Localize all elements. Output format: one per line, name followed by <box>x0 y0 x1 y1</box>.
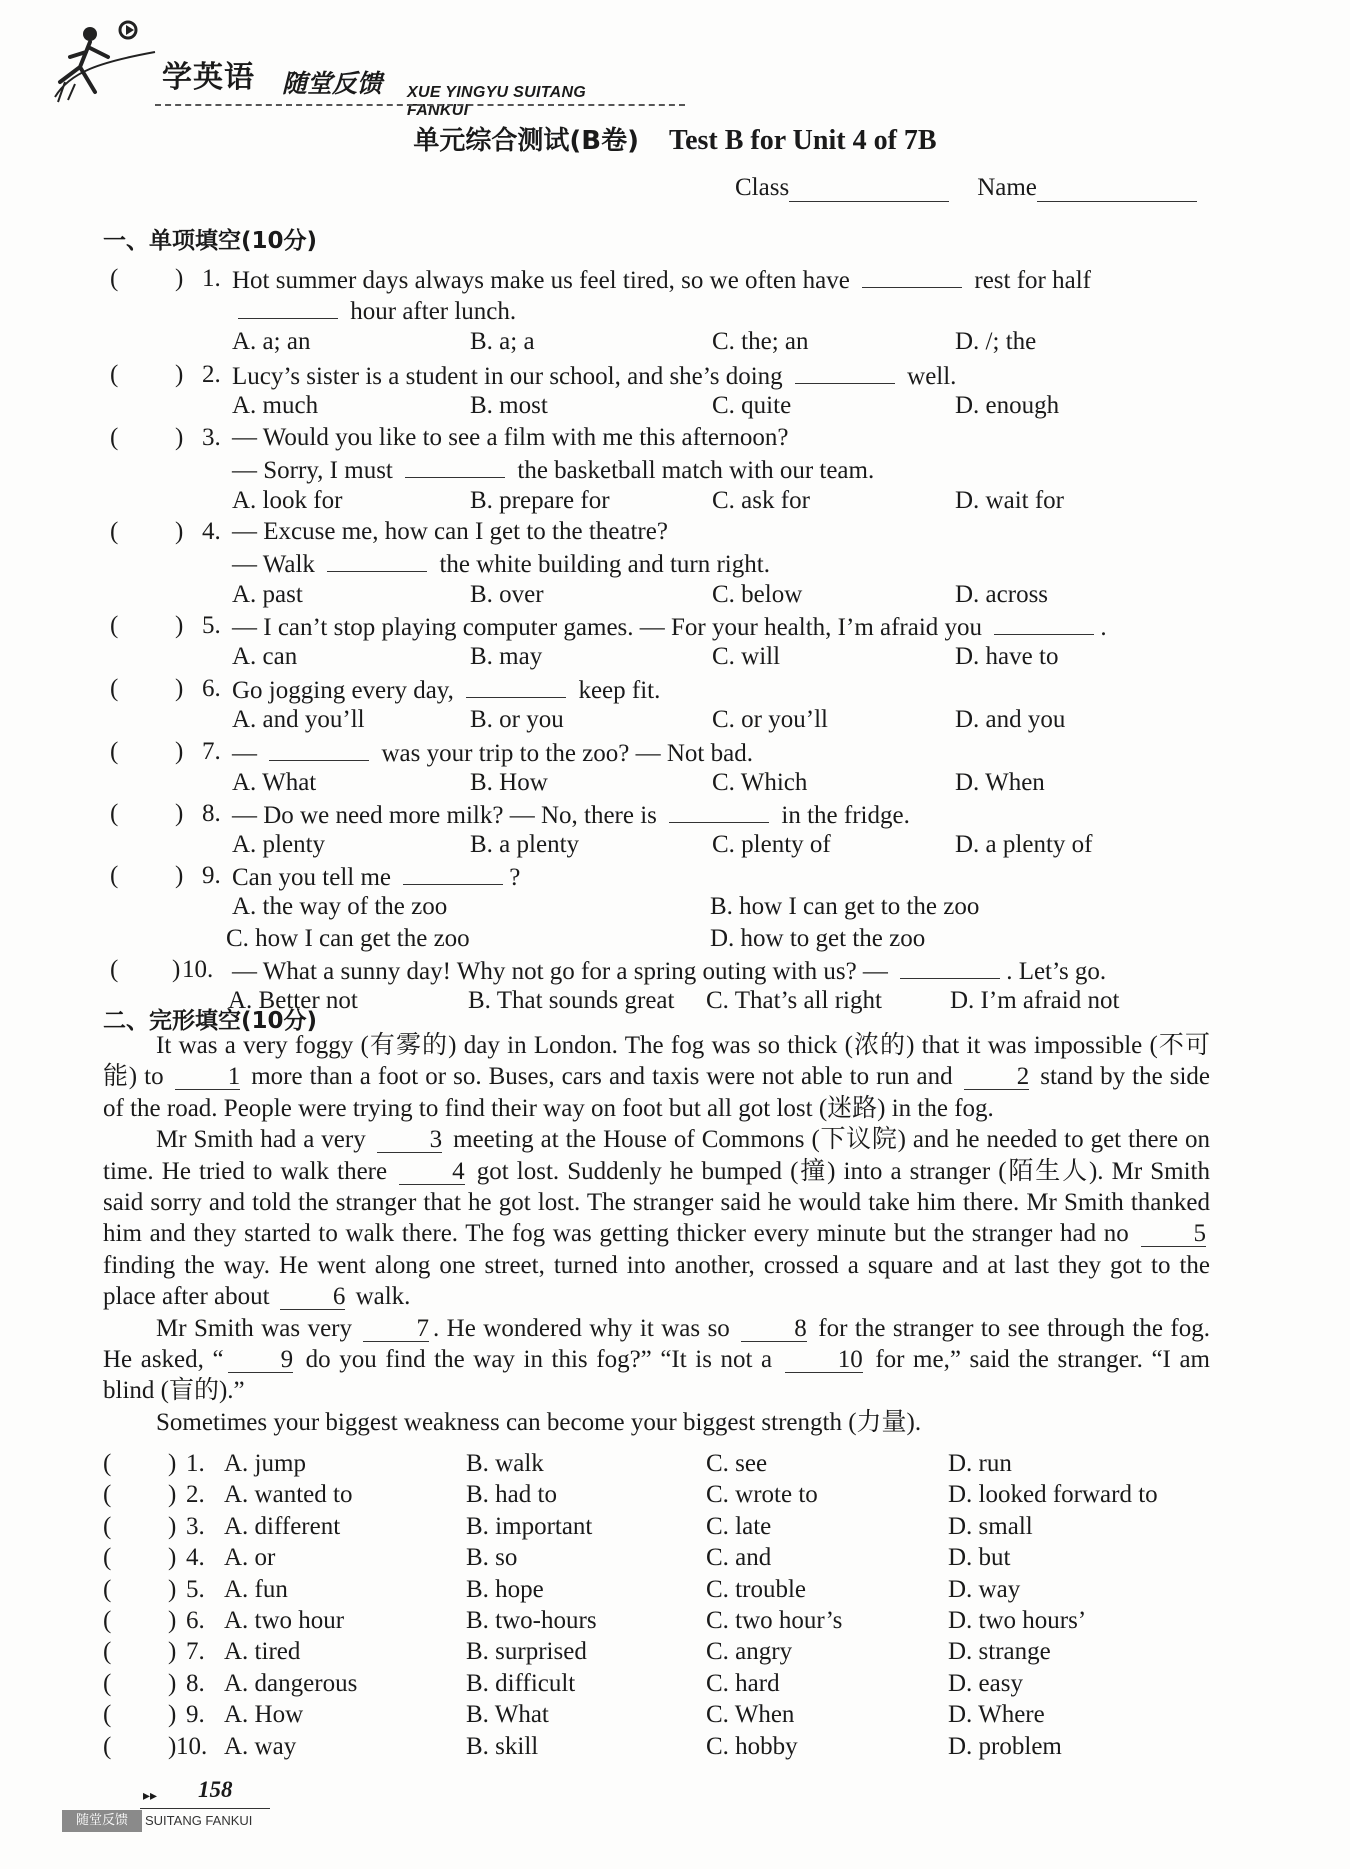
question-stem-line <box>232 296 516 326</box>
option[interactable]: C. ask for <box>712 486 810 514</box>
answer-bracket[interactable]: ( <box>103 1669 112 1697</box>
option[interactable]: A. can <box>232 643 298 671</box>
stem-text: — Do we need more milk? — No, there is <box>232 802 664 829</box>
stem-text: in the fridge. <box>775 802 910 829</box>
option[interactable]: D. run <box>948 1450 1012 1477</box>
option[interactable]: A. a; an <box>232 327 311 355</box>
option[interactable]: C. late <box>706 1512 772 1540</box>
option[interactable]: A. dangerous <box>224 1669 358 1697</box>
question-stem-line <box>232 424 788 452</box>
question-stem-line <box>232 549 770 579</box>
stem-text: Hot summer days always make us feel tired, so we often have <box>232 267 857 294</box>
option[interactable]: D. /; the <box>955 327 1037 355</box>
option[interactable]: C. When <box>706 1701 795 1729</box>
question-stem-line <box>232 361 956 391</box>
stem-text: well. <box>900 363 957 390</box>
option[interactable]: B. two-hours <box>466 1607 597 1634</box>
question-number: 8. <box>186 1669 205 1697</box>
question-stem-line <box>232 862 520 892</box>
option[interactable]: A. two hour <box>224 1607 345 1634</box>
stem-text: was your trip to the zoo? — Not bad. <box>375 740 753 767</box>
option[interactable]: C. wrote to <box>706 1481 818 1509</box>
question-number: 7. <box>186 1638 205 1666</box>
question-number: 4. <box>202 518 221 545</box>
option[interactable]: B. What <box>466 1701 549 1729</box>
question-number: 9. <box>202 862 221 889</box>
answer-bracket-close: ) <box>175 675 184 702</box>
passage-text: It was a very foggy (有雾的) day in London. The fog was so thick (浓的) that it was impossible (不可能) to <box>103 1032 1210 1091</box>
question-number: 3. <box>202 424 221 451</box>
question-stem-line <box>232 518 668 546</box>
cloze-blank-5[interactable]: 5 <box>1141 1222 1207 1247</box>
option[interactable]: C. trouble <box>706 1575 806 1603</box>
question-number: 10. <box>182 956 214 983</box>
option[interactable]: A. tired <box>224 1638 301 1666</box>
question-number: 6. <box>202 675 221 702</box>
answer-bracket[interactable]: ( <box>103 1638 112 1666</box>
option[interactable]: B. so <box>466 1544 518 1572</box>
option[interactable]: A. jump <box>224 1450 306 1477</box>
answer-blank[interactable] <box>403 862 503 885</box>
option[interactable]: C. below <box>712 580 803 608</box>
answer-bracket-close: ) <box>172 956 181 983</box>
option[interactable]: B. That sounds great <box>468 987 675 1015</box>
section1-heading: 一、单项填空(10分) <box>103 228 318 254</box>
answer-bracket-close: ) <box>175 424 184 451</box>
answer-bracket[interactable]: ( <box>110 361 119 388</box>
option[interactable]: D. When <box>955 769 1045 797</box>
option[interactable]: B. skill <box>466 1732 539 1760</box>
option[interactable]: C. quite <box>712 392 792 420</box>
option[interactable]: A. the way of the zoo <box>232 893 448 921</box>
cloze-blank-3[interactable]: 3 <box>377 1128 443 1153</box>
answer-bracket-close: ) <box>175 361 184 388</box>
page-number: 158 <box>198 1777 233 1802</box>
option[interactable]: B. had to <box>466 1481 557 1509</box>
question-number: 8. <box>202 800 221 827</box>
answer-bracket-close: ) <box>175 738 184 765</box>
question-number: 3. <box>186 1512 205 1540</box>
answer-bracket-close: ) <box>168 1638 177 1666</box>
cloze-blank-1[interactable]: 1 <box>175 1065 241 1090</box>
brand-subtitle-cn: 随堂反馈 <box>282 69 383 98</box>
stem-text: — Sorry, I must <box>232 457 400 485</box>
brand-title-en: XUE YINGYU SUITANG FANKUI <box>407 84 587 119</box>
stem-text: Go jogging every day, <box>232 677 461 704</box>
passage-paragraph-1 <box>103 1030 1210 1124</box>
option[interactable]: D. easy <box>948 1669 1023 1697</box>
answer-blank[interactable] <box>238 296 338 319</box>
option[interactable]: B. a plenty <box>470 831 580 859</box>
cloze-blank-2[interactable]: 2 <box>964 1065 1030 1090</box>
option[interactable]: B. surprised <box>466 1638 587 1666</box>
option[interactable]: C. hard <box>706 1669 780 1697</box>
option[interactable]: D. how to get the zoo <box>710 924 926 952</box>
answer-bracket-close: ) <box>175 612 184 639</box>
answer-bracket[interactable]: ( <box>103 1481 112 1509</box>
answer-blank[interactable] <box>405 455 505 478</box>
passage-text: got lost. Suddenly he bumped (撞) into a stranger (陌生人). Mr Smith said sorry and told the stranger that he got lost. The stranger said he would take him there. Mr Smith thanked him and they started to walk there. The fog was getting thicker every minute but the stranger had no <box>103 1157 1210 1248</box>
answer-bracket[interactable]: ( <box>110 800 119 827</box>
answer-bracket[interactable]: ( <box>110 862 119 889</box>
question-stem-line <box>232 800 910 830</box>
answer-bracket[interactable]: ( <box>103 1701 112 1729</box>
class-label: Class <box>735 174 790 201</box>
option[interactable]: D. enough <box>955 392 1060 420</box>
passage-paragraph-2 <box>103 1124 1210 1312</box>
answer-bracket-close: ) <box>168 1669 177 1697</box>
option[interactable]: D. but <box>948 1544 1011 1572</box>
option[interactable]: A. plenty <box>232 831 326 859</box>
footer-arrows: ▸▸ <box>143 1788 158 1804</box>
question-stem-line <box>232 612 1107 642</box>
option[interactable]: B. important <box>466 1512 593 1540</box>
class-field[interactable] <box>789 177 949 202</box>
answer-blank[interactable] <box>994 612 1094 635</box>
question-number: 1. <box>186 1450 205 1477</box>
passage-text: . He wondered why it was so <box>432 1314 738 1342</box>
question-number: 2. <box>202 361 221 388</box>
option[interactable]: B. walk <box>466 1450 544 1477</box>
passage-paragraph-3 <box>103 1313 1210 1407</box>
passage-text: for the stranger to see through the fog. He asked, “ <box>103 1314 1210 1374</box>
option[interactable]: C. plenty of <box>712 831 831 859</box>
answer-bracket-close: ) <box>168 1450 177 1477</box>
option[interactable]: B. difficult <box>466 1669 576 1697</box>
answer-bracket[interactable]: ( <box>110 612 119 639</box>
stem-text: — Excuse me, how can I get to the theatre? <box>232 518 668 545</box>
passage-text: meeting at the House of Commons (下议院) and he needed to get there on time. He tried to walk there <box>103 1126 1210 1185</box>
option[interactable]: C. That’s all right <box>706 987 882 1015</box>
answer-bracket-close: ) <box>168 1607 177 1634</box>
passage-text: do you find the way in this fog?” “It is not a <box>297 1346 781 1374</box>
question-number: 5. <box>186 1575 205 1603</box>
question-stem-line <box>232 455 874 485</box>
option[interactable]: D. strange <box>948 1638 1051 1666</box>
option[interactable]: D. a plenty of <box>955 831 1093 859</box>
footer-divider <box>140 1808 270 1809</box>
question-number: 2. <box>186 1481 205 1509</box>
option[interactable]: B. prepare for <box>470 486 610 514</box>
cloze-blank-10[interactable]: 10 <box>785 1348 863 1373</box>
answer-bracket[interactable]: ( <box>103 1544 112 1572</box>
option[interactable]: D. and you <box>955 706 1066 734</box>
runner-logo-icon <box>50 12 160 107</box>
brand-title-cn: 学英语 <box>162 60 255 95</box>
question-number: 9. <box>186 1701 205 1729</box>
header-divider <box>155 104 685 106</box>
answer-blank[interactable] <box>669 800 769 823</box>
question-number: 4. <box>186 1544 205 1572</box>
answer-bracket-close: ) <box>168 1732 177 1760</box>
answer-bracket[interactable]: ( <box>103 1732 112 1760</box>
option[interactable]: D. I’m afraid not <box>950 987 1120 1015</box>
option[interactable]: D. two hours’ <box>948 1607 1087 1634</box>
option[interactable]: C. will <box>712 643 781 671</box>
option[interactable]: A. fun <box>224 1575 288 1603</box>
option[interactable]: B. most <box>470 392 548 420</box>
option[interactable]: C. angry <box>706 1638 793 1666</box>
answer-bracket-close: ) <box>168 1701 177 1729</box>
stem-text: rest for half <box>968 267 1091 294</box>
option[interactable]: D. Where <box>948 1701 1045 1729</box>
option[interactable]: B. How <box>470 769 548 797</box>
answer-bracket[interactable]: ( <box>103 1607 112 1634</box>
stem-text: . <box>1100 614 1107 641</box>
answer-blank[interactable] <box>269 738 369 761</box>
answer-bracket[interactable]: ( <box>110 265 119 292</box>
answer-bracket-close: ) <box>175 862 184 889</box>
stem-text: — I can’t stop playing computer games. — For your health, I’m afraid you <box>232 614 989 641</box>
option[interactable]: B. may <box>470 643 543 671</box>
passage-text: Mr Smith had a very <box>156 1126 373 1154</box>
stem-text: — What a sunny day! Why not go for a spring outing with us? — <box>232 958 895 985</box>
passage-text: finding the way. He went along one street, turned into another, crossed a square and at last they got to the place after about <box>103 1251 1210 1311</box>
option[interactable]: D. problem <box>948 1732 1062 1760</box>
option[interactable]: A. or <box>224 1544 276 1572</box>
question-number: 7. <box>202 738 221 765</box>
stem-text: — Would you like to see a film with me this afternoon? <box>232 424 789 451</box>
answer-bracket[interactable]: ( <box>103 1575 112 1603</box>
option[interactable]: D. have to <box>955 643 1059 671</box>
option[interactable]: A. different <box>224 1512 341 1540</box>
option[interactable]: C. Which <box>712 769 808 797</box>
name-label: Name <box>977 174 1037 201</box>
cloze-passage <box>103 1030 1210 1438</box>
option[interactable]: C. see <box>706 1450 768 1477</box>
passage-text: Mr Smith was very <box>156 1314 360 1342</box>
option[interactable]: B. over <box>470 580 544 608</box>
answer-blank[interactable] <box>327 549 427 572</box>
question-stem-line <box>232 956 1106 986</box>
passage-text: more than a foot or so. Buses, cars and taxis were not able to run and <box>244 1063 960 1091</box>
option[interactable]: C. and <box>706 1544 772 1572</box>
footer-badge: 随堂反馈 <box>62 1810 142 1832</box>
cloze-blank-9[interactable]: 9 <box>228 1348 294 1373</box>
answer-bracket[interactable]: ( <box>110 675 119 702</box>
answer-blank[interactable] <box>466 675 566 698</box>
stem-text: the basketball match with our team. <box>511 457 875 485</box>
answer-bracket[interactable]: ( <box>103 1450 112 1477</box>
stem-text: the white building and turn right. <box>433 551 770 579</box>
stem-text: . Let’s go. <box>1006 958 1107 985</box>
answer-bracket-close: ) <box>168 1544 177 1572</box>
answer-blank[interactable] <box>900 956 1000 979</box>
question-number: 10. <box>176 1732 208 1760</box>
answer-blank[interactable] <box>795 361 895 384</box>
option[interactable]: B. hope <box>466 1575 544 1603</box>
stem-text: ? <box>509 864 521 891</box>
answer-bracket-close: ) <box>168 1512 177 1540</box>
answer-bracket[interactable]: ( <box>110 738 119 765</box>
option[interactable]: D. looked forward to <box>948 1481 1158 1509</box>
option[interactable]: D. way <box>948 1575 1021 1603</box>
option[interactable]: A. How <box>224 1701 304 1729</box>
passage-paragraph-4 <box>103 1407 1210 1438</box>
answer-blank[interactable] <box>862 265 962 288</box>
cloze-blank-7[interactable]: 7 <box>363 1317 429 1342</box>
option[interactable]: C. two hour’s <box>706 1607 843 1634</box>
passage-text: stand by the side of the road. People were trying to find their way on foot but all got lost (迷路) in the fog. <box>103 1063 1210 1122</box>
answer-bracket-close: ) <box>175 800 184 827</box>
page-title <box>0 120 1350 157</box>
option[interactable]: B. a; a <box>470 327 535 355</box>
question-number: 6. <box>186 1607 205 1634</box>
answer-bracket[interactable]: ( <box>110 956 119 983</box>
stem-text: — Walk <box>232 551 322 579</box>
page-title-en: Test B for Unit 4 of 7B <box>669 125 937 156</box>
option[interactable]: A. past <box>232 580 303 608</box>
option[interactable]: D. across <box>955 580 1049 608</box>
cloze-blank-8[interactable]: 8 <box>741 1317 807 1342</box>
footer-badge-en: SUITANG FANKUI <box>145 1813 253 1828</box>
stem-text: — <box>232 740 264 767</box>
page-title-cn: 单元综合测试(B卷) <box>413 126 639 156</box>
passage-text: Sometimes your biggest weakness can become your biggest strength (力量). <box>156 1408 922 1436</box>
option[interactable]: C. or you’ll <box>712 706 828 734</box>
option[interactable]: C. how I can get the zoo <box>226 924 470 952</box>
option[interactable]: C. the; an <box>712 327 809 355</box>
answer-bracket-close: ) <box>175 265 184 292</box>
answer-bracket-close: ) <box>168 1481 177 1509</box>
stem-text: Can you tell me <box>232 864 398 891</box>
question-number: 1. <box>202 265 221 292</box>
section2-heading: 二、完形填空(10分) <box>103 1008 318 1034</box>
option[interactable]: A. wanted to <box>224 1481 353 1509</box>
cloze-blank-4[interactable]: 4 <box>399 1160 465 1185</box>
stem-text: Lucy’s sister is a student in our school, and she’s doing <box>232 363 789 390</box>
option[interactable]: B. or you <box>470 706 564 734</box>
cloze-blank-6[interactable]: 6 <box>280 1285 346 1310</box>
header-branding <box>50 12 650 119</box>
option[interactable]: D. wait for <box>955 486 1064 514</box>
passage-text: for me,” said the stranger. “I am blind (盲的).” <box>103 1346 1210 1405</box>
answer-bracket-close: ) <box>175 518 184 545</box>
option[interactable]: C. hobby <box>706 1732 798 1760</box>
option[interactable]: A. Better not <box>228 987 358 1015</box>
option[interactable]: A. way <box>224 1732 297 1760</box>
option[interactable]: D. small <box>948 1512 1033 1540</box>
question-stem-line <box>232 675 660 705</box>
stem-text: keep fit. <box>572 677 661 704</box>
answer-bracket[interactable]: ( <box>110 424 119 451</box>
option[interactable]: B. how I can get to the zoo <box>710 893 980 921</box>
answer-bracket[interactable]: ( <box>110 518 119 545</box>
option[interactable]: A. look for <box>232 486 343 514</box>
answer-bracket[interactable]: ( <box>103 1512 112 1540</box>
name-field[interactable] <box>1037 177 1197 202</box>
question-number: 5. <box>202 612 221 639</box>
passage-text: walk. <box>349 1283 411 1311</box>
stem-text: hour after lunch. <box>344 298 517 326</box>
option[interactable]: A. and you’ll <box>232 706 365 734</box>
answer-bracket-close: ) <box>168 1575 177 1603</box>
question-stem-line <box>232 265 1091 295</box>
class-name-fields <box>735 174 1197 202</box>
option[interactable]: A. much <box>232 392 319 420</box>
question-stem-line <box>232 738 753 768</box>
option[interactable]: A. What <box>232 769 317 797</box>
